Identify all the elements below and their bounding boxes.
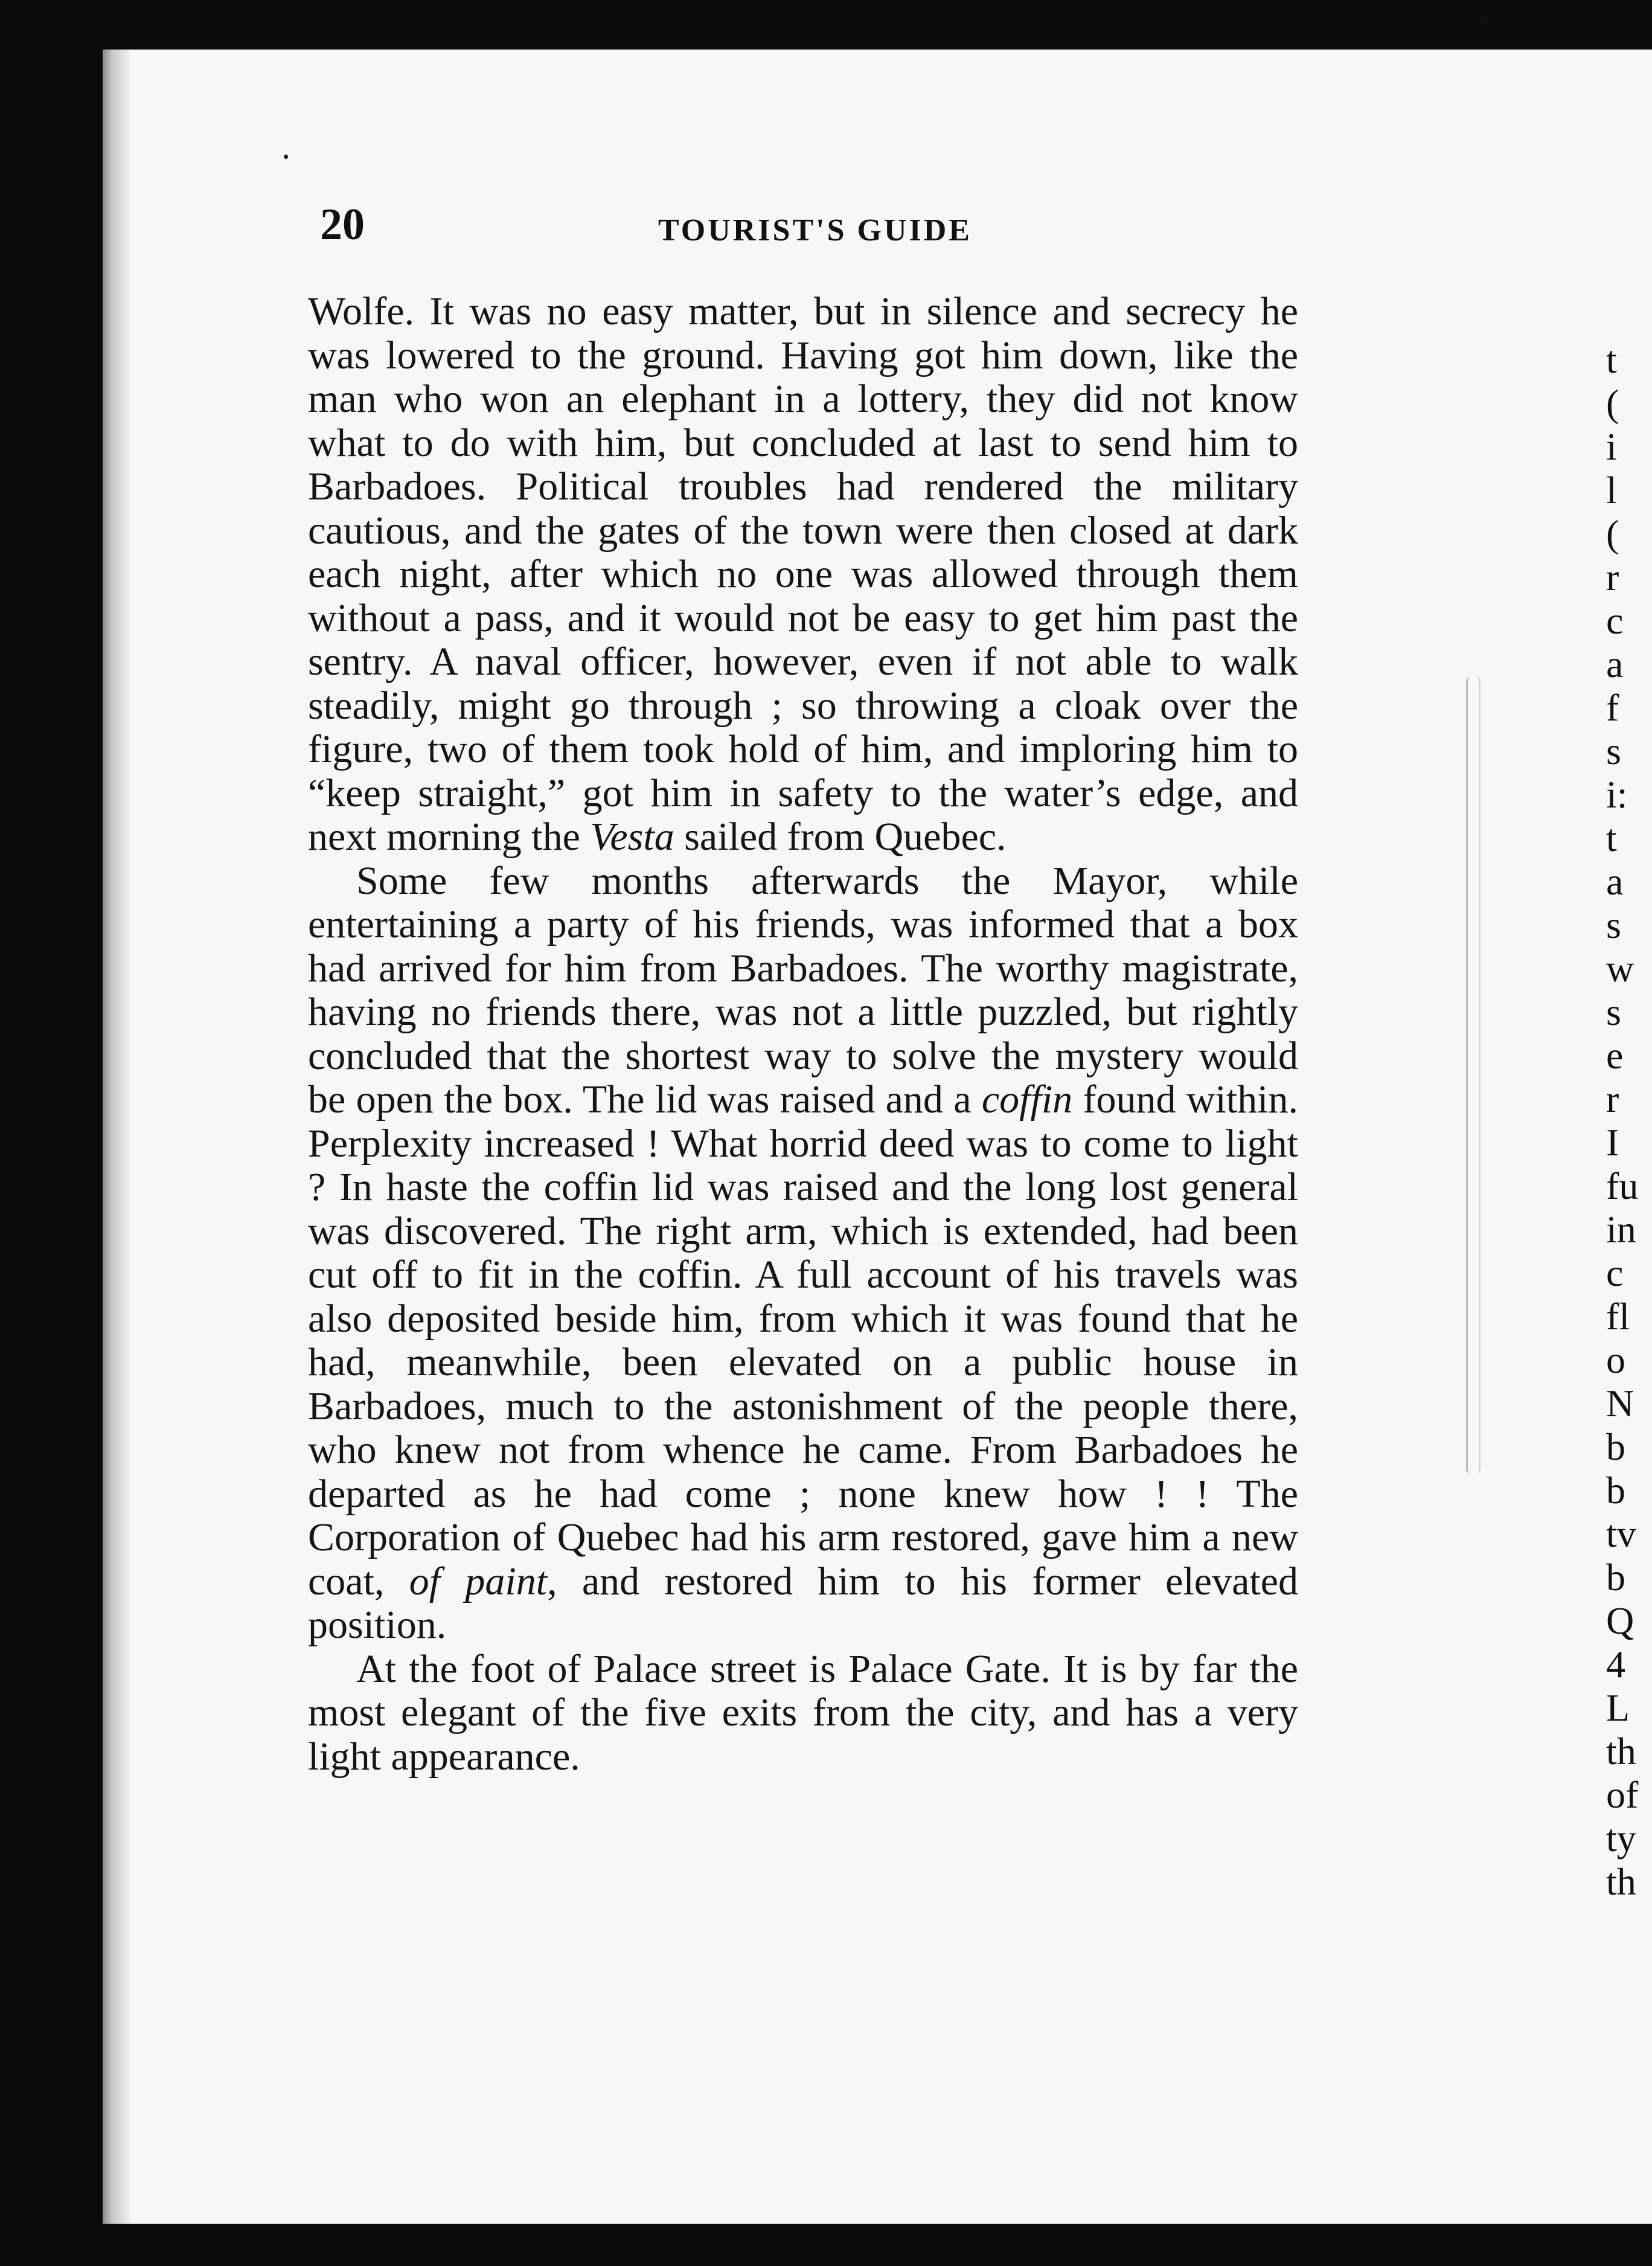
facing-page-edge-text bbox=[1606, 338, 1652, 1969]
text-run: Some few months afterwards the Mayor, while entertaining a party of his friends, was informed that a box had arrived for him from Barbadoes. The worthy magistrate, having no friends there, was not a little puzzled, but rightly concluded that the shortest way to solve the mystery would be open the box. The lid was raised and a bbox=[308, 858, 1298, 1122]
text-run: found within. Perplexity increased ! What horrid deed was to come to light ? In haste the coffin lid was raised and the long lost general was discovered. The right arm, which is extended, had been cut off to fit in the coffin. A full account of his travels was also deposited beside him, from which it was found that he had, meanwhile, been elevated on a public house in Barbadoes, much to the astonishment of the people there, who knew not from whence he came. From Barbadoes he departed as he had come ; none knew how ! ! The Corporation of Quebec had his arm restored, gave him a new coat, bbox=[308, 1077, 1298, 1603]
facing-page-fragment: c bbox=[1606, 599, 1624, 642]
facing-page-fragment: ( bbox=[1606, 512, 1619, 555]
facing-page-fragment: b bbox=[1606, 1469, 1625, 1512]
facing-page-fragment: r bbox=[1606, 556, 1619, 599]
facing-page-fragment: i: bbox=[1606, 773, 1628, 816]
facing-page-fragment: 4 bbox=[1606, 1643, 1625, 1686]
running-head: TOURIST'S GUIDE bbox=[658, 213, 972, 248]
text-run: sailed from Quebec. bbox=[674, 815, 1007, 859]
facing-page-fragment: t bbox=[1606, 338, 1617, 381]
page-number: 20 bbox=[320, 200, 365, 249]
facing-page-fragment: s bbox=[1606, 990, 1621, 1033]
facing-page-fragment: e bbox=[1606, 1034, 1624, 1077]
facing-page-fragment: fu bbox=[1606, 1164, 1639, 1207]
dust-speck bbox=[284, 155, 288, 159]
emphasis-coffin: coffin bbox=[981, 1077, 1073, 1122]
facing-page-fragment: Q bbox=[1606, 1599, 1634, 1642]
facing-page-fragment: s bbox=[1606, 904, 1621, 946]
paragraph-3 bbox=[308, 1648, 1298, 1779]
facing-page-fragment: of bbox=[1606, 1773, 1639, 1816]
paragraph-2 bbox=[308, 859, 1298, 1648]
facing-page-fragment: l bbox=[1606, 469, 1617, 512]
facing-page-fragment: a bbox=[1606, 643, 1624, 685]
emphasis-of-paint: of paint bbox=[409, 1559, 548, 1603]
text-run: At the foot of Palace street is Palace Gate. It is by far the most elegant of the five exits from the city, and has a very light appearance. bbox=[308, 1646, 1298, 1779]
facing-page-fragment: s bbox=[1606, 730, 1621, 772]
facing-page-fragment: I bbox=[1606, 1121, 1619, 1164]
paragraph-1 bbox=[308, 290, 1298, 859]
facing-page-fragment: N bbox=[1606, 1382, 1634, 1425]
body-text bbox=[308, 290, 1298, 1779]
facing-page-fragment: tv bbox=[1606, 1512, 1636, 1555]
facing-page-fragment: f bbox=[1606, 686, 1619, 729]
facing-page-fragment: c bbox=[1606, 1251, 1624, 1294]
dust-speck bbox=[1478, 16, 1488, 23]
facing-page-fragment: w bbox=[1606, 947, 1634, 990]
facing-page-fragment: th bbox=[1606, 1860, 1636, 1903]
facing-page-fragment: in bbox=[1606, 1208, 1636, 1251]
facing-page-fragment: r bbox=[1606, 1077, 1619, 1120]
facing-page-fragment: th bbox=[1606, 1730, 1636, 1773]
facing-page-fragment: L bbox=[1606, 1686, 1630, 1729]
facing-page-fragment: i bbox=[1606, 425, 1617, 468]
facing-page-fragment: t bbox=[1606, 817, 1617, 859]
facing-page-fragment: b bbox=[1606, 1556, 1625, 1599]
facing-page-fragment: ( bbox=[1606, 382, 1619, 425]
facing-page-fragment: ty bbox=[1606, 1817, 1636, 1860]
page-header bbox=[320, 199, 1292, 266]
facing-page-fragment: a bbox=[1606, 860, 1624, 903]
ship-name: Vesta bbox=[590, 815, 674, 859]
text-run: , and restored him to his former elevated position. bbox=[308, 1559, 1298, 1647]
facing-page-fragment: o bbox=[1606, 1338, 1625, 1381]
facing-page-fragment: b bbox=[1606, 1425, 1625, 1468]
facing-page-fragment: fl bbox=[1606, 1295, 1630, 1338]
spine-shadow bbox=[103, 50, 130, 2224]
text-run: Wolfe. It was no easy matter, but in silence and secrecy he was lowered to the ground. Having got him down, like the man who won an elephant in a lottery, they did not know what to do with him, but concluded at last to send him to Barbadoes. Political troubles had rendered the military cautious, and the gates of the town were then closed at dark each night, after which no one was allowed through them without a pass, and it would not be easy to get him past the sentry. A naval officer, however, even if not able to walk steadily, might go through ; so throwing a cloak over the figure, two of them took hold of him, and imploring him to “keep straight,” got him in safety to the water’s edge, and next morning the bbox=[308, 289, 1298, 859]
page-fold-mark bbox=[1466, 676, 1481, 1474]
